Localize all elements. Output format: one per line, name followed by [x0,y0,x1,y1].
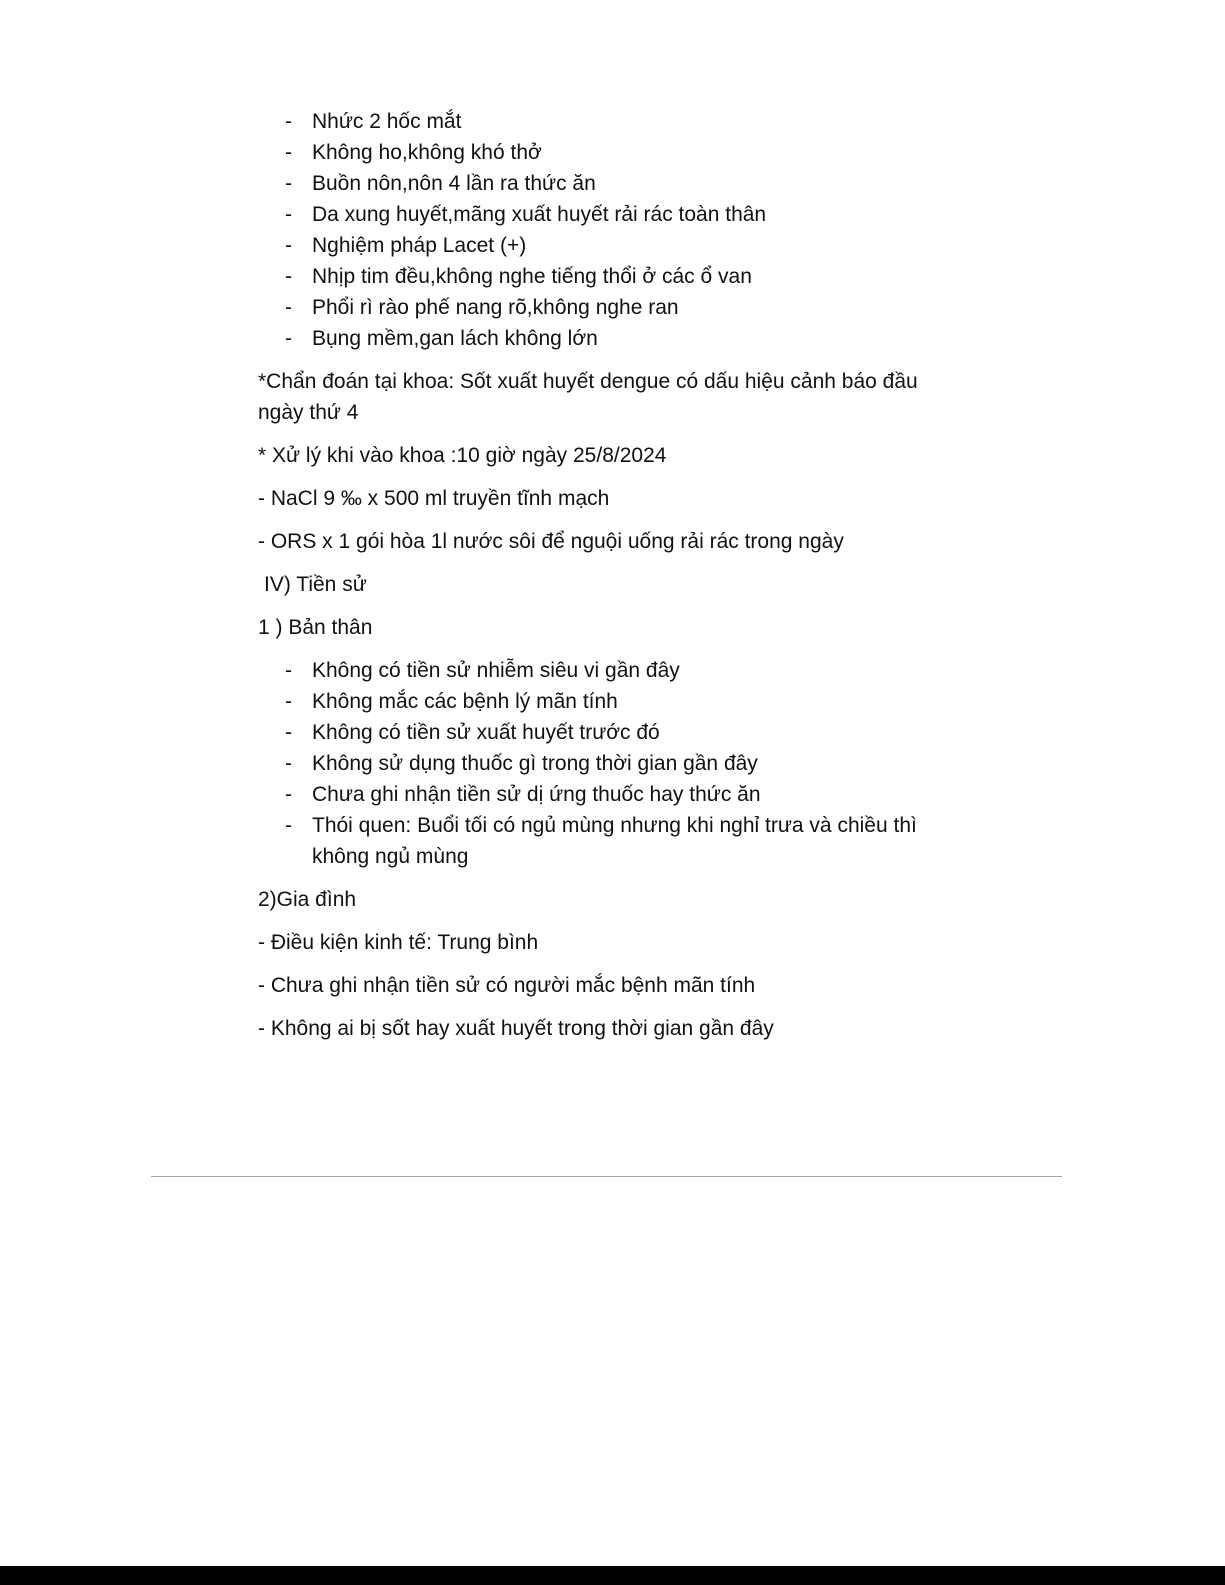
symptom-list [258,106,958,354]
family-history-heading: 2)Gia đình [258,888,357,911]
page-break-divider [151,1176,1062,1177]
treatment-item: - NaCl 9 ‰ x 500 ml truyền tĩnh mạch [258,487,610,510]
bullet-dash: - [285,234,292,257]
bullet-dash: - [285,203,292,226]
list-item [258,168,958,199]
list-item [258,292,958,323]
bullet-dash: - [285,141,292,164]
list-item [258,199,958,230]
bullet-dash: - [285,659,292,682]
list-item-text: Không sử dụng thuốc gì trong thời gian gần đây [312,752,758,775]
treatment-heading: * Xử lý khi vào khoa :10 giờ ngày 25/8/2024 [258,444,667,467]
list-item-text: Bụng mềm,gan lách không lớn [312,327,598,350]
family-history-item: - Chưa ghi nhận tiền sử có người mắc bệnh mãn tính [258,974,756,997]
list-item [258,717,958,748]
list-item [258,748,958,779]
bullet-dash: - [285,752,292,775]
list-item-text: Chưa ghi nhận tiền sử dị ứng thuốc hay thức ăn [312,783,761,806]
list-item-text: Nhịp tim đều,không nghe tiếng thổi ở các ổ van [312,265,752,288]
list-item-text: Da xung huyết,mãng xuất huyết rải rác toàn thân [312,203,767,226]
bullet-dash: - [285,783,292,806]
self-history-list [258,655,958,872]
family-history-item: - Điều kiện kinh tế: Trung bình [258,931,539,954]
bullet-dash: - [285,172,292,195]
document-body [258,106,958,1044]
list-item-text: Nhức 2 hốc mắt [312,110,462,133]
diagnosis-text: *Chẩn đoán tại khoa: Sốt xuất huyết dengue có dấu hiệu cảnh báo đầu ngày thứ 4 [258,370,918,424]
list-item-text: Không có tiền sử xuất huyết trước đó [312,721,660,744]
list-item-text: Nghiệm pháp Lacet (+) [312,234,527,257]
treatment-item: - ORS x 1 gói hòa 1l nước sôi để nguội uống rải rác trong ngày [258,530,844,553]
bullet-dash: - [285,721,292,744]
list-item-text: Không mắc các bệnh lý mãn tính [312,690,618,713]
list-item-text: Buồn nôn,nôn 4 lần ra thức ăn [312,172,596,195]
list-item [258,655,958,686]
bullet-dash: - [285,265,292,288]
bullet-dash: - [285,327,292,350]
bullet-dash: - [285,814,292,837]
self-history-heading: 1 ) Bản thân [258,616,373,639]
list-item [258,686,958,717]
bullet-dash: - [285,110,292,133]
family-history-item: - Không ai bị sốt hay xuất huyết trong thời gian gần đây [258,1017,774,1040]
list-item [258,779,958,810]
list-item [258,230,958,261]
list-item [258,323,958,354]
list-item-text: Phổi rì rào phế nang rõ,không nghe ran [312,296,679,319]
list-item [258,137,958,168]
list-item-text: Không có tiền sử nhiễm siêu vi gần đây [312,659,680,682]
list-item [258,261,958,292]
list-item-text: Không ho,không khó thở [312,141,542,164]
history-heading: IV) Tiền sử [264,573,367,596]
list-item [258,810,958,872]
list-item-text: Thói quen: Buổi tối có ngủ mùng nhưng khi nghỉ trưa và chiều thì không ngủ mùng [312,814,917,868]
bullet-dash: - [285,296,292,319]
bullet-dash: - [285,690,292,713]
bottom-edge-bar [0,1566,1225,1585]
list-item [258,106,958,137]
